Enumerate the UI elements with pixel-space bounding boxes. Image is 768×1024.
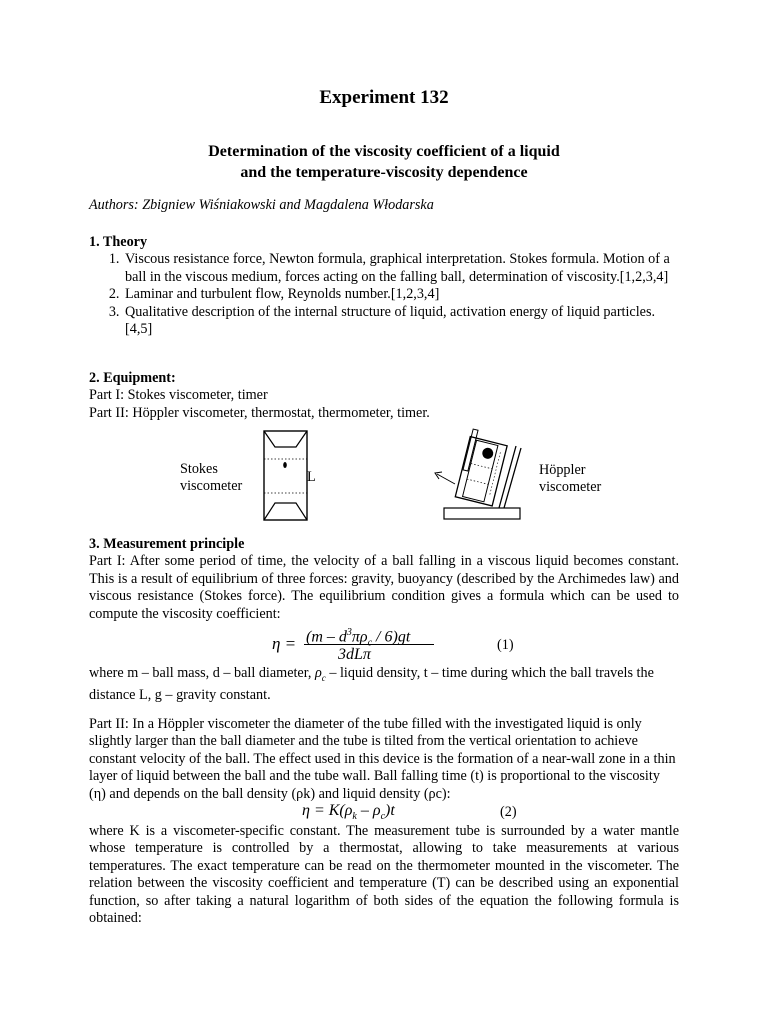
stokes-label [180, 461, 242, 495]
equipment-part-2: Part II: Höppler viscometer, thermostat, thermometer, timer. [89, 404, 430, 421]
measurement-heading: 3. Measurement principle [89, 536, 245, 552]
theory-section [89, 234, 679, 338]
distance-label: L [307, 469, 316, 485]
equation-1-number: (1) [497, 637, 514, 653]
where-1 [89, 665, 679, 705]
stokes-tube-outline [264, 431, 307, 520]
subtitle-line-1: Determination of the viscosity coefficient of a liquid [208, 143, 560, 160]
stokes-label-line-1: Stokes [180, 461, 218, 477]
measurement-section [89, 536, 679, 623]
where-1-part-b: – liquid density, t – time during which the ball travels the distance L, g – gravity constant. [89, 665, 654, 704]
hoppler-label [539, 462, 601, 496]
authors: Authors: Zbigniew Wiśniakowski and Magdalena Włodarska [89, 197, 434, 213]
hoppler-arrow-head [435, 472, 442, 479]
where-1-part-a: where m – ball mass, d – ball diameter, [89, 665, 312, 681]
equation-2: $\eta = K(\rho_k - \rho_c)t$ [302, 802, 395, 823]
subtitle-line-2: and the temperature-viscosity dependence [240, 164, 528, 181]
hoppler-viscometer-diagram [425, 432, 525, 522]
theory-heading: 1. Theory [89, 234, 148, 250]
measurement-para-2: Part II: In a Höppler viscometer the diameter of the tube filled with the investigated liquid is only slightly larger than the ball diameter and the tube is tilted from the vertical orientation to achieve constant velocity of the ball. The effect used in this device is the formation of a near-wall zone in a thin layer of liquid between the ball and the tube wall. Ball falling time (t) is proportional to the viscosity (η) and depends on the ball density (ρk) and liquid density (ρc): [89, 716, 676, 802]
hoppler-base [444, 508, 520, 519]
equation-2-number: (2) [500, 804, 517, 820]
subtitle [89, 141, 679, 183]
stokes-ball [283, 462, 287, 468]
stokes-bottom-funnel [264, 503, 307, 520]
measurement-para-3: where K is a viscometer-specific constant. The measurement tube is surrounded by a water mantle whose temperature is controlled by a thermostat, allowing to take measurements at various temperatures. The exact temperature can be read on the thermometer mounted in the viscometer. The relation between the viscosity coefficient and temperature (T) can be described using an exponential function, so after taking a natural logarithm of both sides of the equation the following formula is obtained: [89, 823, 679, 927]
stokes-label-line-2: viscometer [180, 478, 243, 494]
hoppler-label-line-1: Höppler [539, 462, 586, 478]
hoppler-label-line-2: viscometer [539, 479, 602, 495]
hoppler-mark-1 [471, 464, 492, 469]
hoppler-tube-group [455, 429, 509, 506]
rho-c-symbol: $\rho_c$ [314, 665, 326, 683]
theory-item-1: 1. Viscous resistance force, Newton formula, graphical interpretation. Stokes formula. Motion of a ball in the viscous medium, forces acting on the falling ball, determination of viscosity.[1,2,3,4] [123, 251, 679, 286]
hoppler-mark-2 [467, 479, 488, 484]
theory-list [89, 251, 679, 338]
stokes-top-funnel [264, 431, 307, 447]
equipment-heading: 2. Equipment: [89, 370, 176, 386]
measurement-para-1: Part I: After some period of time, the velocity of a ball falling in a viscous liquid becomes constant. This is a result of equilibrium of three forces: gravity, buoyancy (described by the Archimedes law) and viscous resistance (Stokes force). The equilibrium condition gives a formula which can be used to compute the viscosity coefficient: [89, 553, 679, 622]
equipment-part-1: Part I: Stokes viscometer, timer [89, 387, 268, 404]
page-title: Experiment 132 [319, 87, 449, 108]
theory-item-2: 2. Laminar and turbulent flow, Reynolds number.[1,2,3,4] [123, 286, 679, 303]
theory-item-3: 3. Qualitative description of the internal structure of liquid, activation energy of liquid particles. [4,5] [123, 304, 679, 339]
equation-1: η = $(m - d^3\pi\rho_c / 6)gt$ 3dLπ [272, 624, 442, 666]
hoppler-arrow-shaft [437, 474, 455, 484]
hoppler-ball [481, 447, 494, 460]
equipment-section [89, 370, 679, 422]
stokes-viscometer-diagram [263, 430, 313, 522]
